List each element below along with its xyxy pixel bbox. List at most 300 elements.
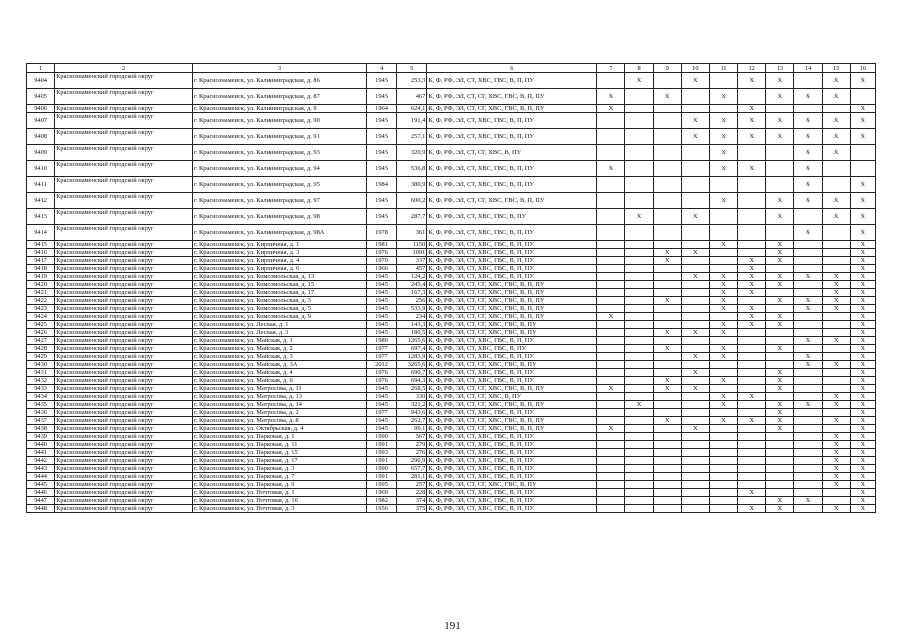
mark-cell-col-14 <box>794 457 822 465</box>
table-row <box>27 313 876 321</box>
mark-cell-col-16: X <box>850 305 875 313</box>
mark-cell-col-11: X <box>709 289 737 297</box>
mark-cell-col-7 <box>597 361 625 369</box>
mark-cell-col-16: X <box>850 273 875 281</box>
mark-cell-col-8 <box>625 321 653 329</box>
mark-cell-col-11: X <box>709 161 737 177</box>
works-cell: К, Ф, РФ, ЭЛ, СТ, СГ, ХВС, ГВС, В, ПУ <box>427 321 597 329</box>
mark-cell-col-10: X <box>681 129 709 145</box>
address-cell: г. Краснознаменск, ул. Кирпичная, д. 6 <box>192 265 366 273</box>
mark-cell-col-16: X <box>850 505 875 513</box>
mark-cell-col-13 <box>766 225 794 241</box>
mark-cell-col-7 <box>597 417 625 425</box>
mark-cell-col-10 <box>681 409 709 417</box>
mark-cell-col-14 <box>794 257 822 265</box>
address-cell: г. Краснознаменск, ул. Калининградская, д. 90 <box>192 113 366 129</box>
mark-cell-col-15: X <box>822 433 850 441</box>
mark-cell-col-12 <box>738 441 766 449</box>
mark-cell-col-10 <box>681 345 709 353</box>
mark-cell-col-7 <box>597 449 625 457</box>
column-header-11: 11 <box>709 64 737 73</box>
mark-cell-col-11 <box>709 449 737 457</box>
mark-cell-col-11 <box>709 209 737 225</box>
mark-cell-col-7 <box>597 225 625 241</box>
table-row <box>27 401 876 409</box>
mark-cell-col-9 <box>653 321 681 329</box>
mark-cell-col-9 <box>653 409 681 417</box>
mark-cell-col-11 <box>709 177 737 193</box>
column-header-3: 3 <box>192 64 366 73</box>
mark-cell-col-15 <box>822 369 850 377</box>
year-cell: 1991 <box>366 473 396 481</box>
column-header-6: 6 <box>427 64 597 73</box>
year-cell: 1945 <box>366 385 396 393</box>
mark-cell-col-13: X <box>766 345 794 353</box>
mark-cell-col-12 <box>738 337 766 345</box>
year-cell: 1995 <box>366 481 396 489</box>
year-cell: 1945 <box>366 281 396 289</box>
table-row <box>27 425 876 433</box>
row-number: 9437 <box>27 417 55 425</box>
mark-cell-col-12 <box>738 361 766 369</box>
area-cell: 600,2 <box>397 193 427 209</box>
works-cell: К, Ф, РФ, ЭЛ, СТ, ХВС, ГВС, В, П, ПУ <box>427 465 597 473</box>
column-header-4: 4 <box>366 64 396 73</box>
mark-cell-col-10: X <box>681 273 709 281</box>
mark-cell-col-15 <box>822 257 850 265</box>
works-cell: К, Ф, РФ, ЭЛ, СТ, ХВС, ГВС, В, П, ПУ <box>427 249 597 257</box>
row-number: 9426 <box>27 329 55 337</box>
mark-cell-col-7 <box>597 441 625 449</box>
mark-cell-col-16: X <box>850 449 875 457</box>
mark-cell-col-14: X <box>794 305 822 313</box>
mark-cell-col-13 <box>766 305 794 313</box>
mark-cell-col-15 <box>822 225 850 241</box>
table-row <box>27 145 876 161</box>
mark-cell-col-12 <box>738 497 766 505</box>
works-cell: К, Ф, РФ, ЭЛ, СТ, СГ, ХВС, ГВС, В, П, ПУ <box>427 105 597 113</box>
area-cell: 3265,6 <box>397 361 427 369</box>
district-cell: Краснознаменский городской округ <box>55 457 193 465</box>
year-cell: 1945 <box>366 273 396 281</box>
table-row <box>27 209 876 225</box>
works-cell: К, Ф, РФ, ЭЛ, СТ, СГ, ХВС, ГВС, В, П, ПУ <box>427 289 597 297</box>
works-cell: К, Ф, РФ, ЭЛ, СТ, ХВС, ГВС, В, П, ПУ <box>427 337 597 345</box>
area-cell: 467 <box>397 89 427 105</box>
mark-cell-col-9: X <box>653 249 681 257</box>
mark-cell-col-9 <box>653 505 681 513</box>
district-cell: Краснознаменский городской округ <box>55 161 193 177</box>
mark-cell-col-9 <box>653 489 681 497</box>
row-number: 9407 <box>27 113 55 129</box>
mark-cell-col-14 <box>794 433 822 441</box>
mark-cell-col-14: X <box>794 161 822 177</box>
table-row <box>27 177 876 193</box>
area-cell: 228 <box>397 489 427 497</box>
district-cell: Краснознаменский городской округ <box>55 369 193 377</box>
mark-cell-col-15 <box>822 329 850 337</box>
district-cell: Краснознаменский городской округ <box>55 193 193 209</box>
works-cell: К, Ф, РФ, ЭЛ, СТ, ХВС, ГВС, В, П, ПУ <box>427 225 597 241</box>
table-row <box>27 89 876 105</box>
mark-cell-col-12: X <box>738 129 766 145</box>
mark-cell-col-11: X <box>709 305 737 313</box>
row-number: 9408 <box>27 129 55 145</box>
year-cell: 1991 <box>366 441 396 449</box>
address-cell: г. Краснознаменск, ул. Лесная, д. 1 <box>192 321 366 329</box>
mark-cell-col-16: X <box>850 345 875 353</box>
row-number: 9420 <box>27 281 55 289</box>
mark-cell-col-11: X <box>709 273 737 281</box>
mark-cell-col-11 <box>709 433 737 441</box>
mark-cell-col-12 <box>738 457 766 465</box>
area-cell: 124,2 <box>397 273 427 281</box>
mark-cell-col-14: X <box>794 361 822 369</box>
table-row <box>27 329 876 337</box>
mark-cell-col-8 <box>625 177 653 193</box>
mark-cell-col-13: X <box>766 129 794 145</box>
mark-cell-col-8 <box>625 377 653 385</box>
mark-cell-col-12 <box>738 177 766 193</box>
mark-cell-col-13 <box>766 105 794 113</box>
mark-cell-col-8: X <box>625 401 653 409</box>
area-cell: 287,7 <box>397 209 427 225</box>
year-cell: 1990 <box>366 465 396 473</box>
mark-cell-col-8 <box>625 273 653 281</box>
mark-cell-col-11 <box>709 465 737 473</box>
mark-cell-col-8 <box>625 425 653 433</box>
mark-cell-col-13: X <box>766 193 794 209</box>
district-cell: Краснознаменский городской округ <box>55 361 193 369</box>
address-cell: г. Краснознаменск, ул. Комсомольская, д. 9 <box>192 313 366 321</box>
mark-cell-col-8 <box>625 489 653 497</box>
mark-cell-col-16: X <box>850 417 875 425</box>
mark-cell-col-10 <box>681 257 709 265</box>
district-cell: Краснознаменский городской округ <box>55 505 193 513</box>
year-cell: 1945 <box>366 321 396 329</box>
mark-cell-col-8 <box>625 89 653 105</box>
mark-cell-col-9 <box>653 481 681 489</box>
year-cell: 1945 <box>366 305 396 313</box>
mark-cell-col-15 <box>822 105 850 113</box>
mark-cell-col-9 <box>653 457 681 465</box>
mark-cell-col-15: X <box>822 337 850 345</box>
row-number: 9431 <box>27 369 55 377</box>
year-cell: 1945 <box>366 393 396 401</box>
table-row <box>27 305 876 313</box>
mark-cell-col-11: X <box>709 297 737 305</box>
column-header-5: 5 <box>397 64 427 73</box>
year-cell: 1945 <box>366 113 396 129</box>
mark-cell-col-12: X <box>738 105 766 113</box>
mark-cell-col-14 <box>794 385 822 393</box>
mark-cell-col-15 <box>822 321 850 329</box>
mark-cell-col-16: X <box>850 177 875 193</box>
mark-cell-col-13: X <box>766 377 794 385</box>
year-cell: 1964 <box>366 105 396 113</box>
district-cell: Краснознаменский городской округ <box>55 465 193 473</box>
area-cell: 256 <box>397 297 427 305</box>
mark-cell-col-16: X <box>850 249 875 257</box>
address-cell: г. Краснознаменск, ул. Калининградская, д. 93 <box>192 145 366 161</box>
year-cell: 2012 <box>366 361 396 369</box>
mark-cell-col-16 <box>850 161 875 177</box>
mark-cell-col-13: X <box>766 385 794 393</box>
table-row <box>27 337 876 345</box>
mark-cell-col-16: X <box>850 465 875 473</box>
row-number: 9416 <box>27 249 55 257</box>
mark-cell-col-14 <box>794 505 822 513</box>
address-cell: г. Краснознаменск, ул. Комсомольская, д. 17 <box>192 289 366 297</box>
table-row <box>27 73 876 89</box>
year-cell: 1945 <box>366 289 396 297</box>
mark-cell-col-12 <box>738 241 766 249</box>
mark-cell-col-13: X <box>766 273 794 281</box>
mark-cell-col-15 <box>822 161 850 177</box>
district-cell: Краснознаменский городской округ <box>55 353 193 361</box>
mark-cell-col-13: X <box>766 321 794 329</box>
mark-cell-col-13 <box>766 393 794 401</box>
mark-cell-col-15: X <box>822 417 850 425</box>
mark-cell-col-11 <box>709 473 737 481</box>
row-number: 9405 <box>27 89 55 105</box>
column-header-8: 8 <box>625 64 653 73</box>
mark-cell-col-9 <box>653 337 681 345</box>
mark-cell-col-11: X <box>709 129 737 145</box>
address-cell: г. Краснознаменск, ул. Парковая, д. 11 <box>192 441 366 449</box>
address-cell: г. Краснознаменск, ул. Майская, д. 4 <box>192 369 366 377</box>
mark-cell-col-11: X <box>709 145 737 161</box>
mark-cell-col-8 <box>625 337 653 345</box>
row-number: 9425 <box>27 321 55 329</box>
row-number: 9410 <box>27 161 55 177</box>
works-cell: К, Ф, РФ, ЭЛ, СТ, ХВС, ГВС, В, П, ПУ <box>427 457 597 465</box>
mark-cell-col-12 <box>738 449 766 457</box>
mark-cell-col-10: X <box>681 353 709 361</box>
mark-cell-col-13 <box>766 289 794 297</box>
mark-cell-col-7 <box>597 321 625 329</box>
row-number: 9417 <box>27 257 55 265</box>
table-row <box>27 265 876 273</box>
mark-cell-col-9 <box>653 241 681 249</box>
table-row <box>27 417 876 425</box>
row-number: 9436 <box>27 409 55 417</box>
table-row <box>27 473 876 481</box>
district-cell: Краснознаменский городской округ <box>55 337 193 345</box>
mark-cell-col-9 <box>653 353 681 361</box>
mark-cell-col-10 <box>681 497 709 505</box>
mark-cell-col-7 <box>597 177 625 193</box>
mark-cell-col-9 <box>653 441 681 449</box>
mark-cell-col-8 <box>625 241 653 249</box>
year-cell: 1945 <box>366 313 396 321</box>
mark-cell-col-11: X <box>709 393 737 401</box>
mark-cell-col-13: X <box>766 297 794 305</box>
mark-cell-col-9 <box>653 401 681 409</box>
mark-cell-col-7: X <box>597 105 625 113</box>
mark-cell-col-10 <box>681 193 709 209</box>
area-cell: 375 <box>397 505 427 513</box>
mark-cell-col-9: X <box>653 329 681 337</box>
mark-cell-col-13 <box>766 145 794 161</box>
mark-cell-col-7 <box>597 401 625 409</box>
mark-cell-col-14 <box>794 329 822 337</box>
mark-cell-col-15 <box>822 265 850 273</box>
works-cell: К, Ф, РФ, ЭЛ, СТ, СГ, ХВС, ГВС, В, П, ПУ <box>427 401 597 409</box>
mark-cell-col-13: X <box>766 409 794 417</box>
row-number: 9429 <box>27 353 55 361</box>
row-number: 9432 <box>27 377 55 385</box>
mark-cell-col-14 <box>794 321 822 329</box>
mark-cell-col-11 <box>709 497 737 505</box>
mark-cell-col-14: X <box>794 89 822 105</box>
mark-cell-col-8 <box>625 305 653 313</box>
table-row <box>27 113 876 129</box>
mark-cell-col-8 <box>625 497 653 505</box>
mark-cell-col-11: X <box>709 401 737 409</box>
mark-cell-col-13 <box>766 177 794 193</box>
mark-cell-col-9 <box>653 73 681 89</box>
mark-cell-col-16: X <box>850 281 875 289</box>
mark-cell-col-7 <box>597 249 625 257</box>
works-cell: К, Ф, РФ, ЭЛ, СТ, СГ, ХВС, В, ПУ <box>427 393 597 401</box>
mark-cell-col-8 <box>625 481 653 489</box>
district-cell: Краснознаменский городской округ <box>55 433 193 441</box>
row-number: 9434 <box>27 393 55 401</box>
mark-cell-col-12 <box>738 369 766 377</box>
column-header-14: 14 <box>794 64 822 73</box>
area-cell: 290,9 <box>397 457 427 465</box>
table-row <box>27 353 876 361</box>
row-number: 9412 <box>27 193 55 209</box>
mark-cell-col-7 <box>597 337 625 345</box>
mark-cell-col-14 <box>794 241 822 249</box>
mark-cell-col-15 <box>822 409 850 417</box>
address-cell: г. Краснознаменск, ул. Матросова, д. 11 <box>192 385 366 393</box>
mark-cell-col-8 <box>625 329 653 337</box>
mark-cell-col-11 <box>709 257 737 265</box>
mark-cell-col-15 <box>822 377 850 385</box>
mark-cell-col-11 <box>709 481 737 489</box>
year-cell: 1981 <box>366 241 396 249</box>
works-cell: К, Ф, РФ, ЭЛ, СТ, СГ, ХВС, ГВС, В, П, ПУ <box>427 313 597 321</box>
mark-cell-col-8 <box>625 113 653 129</box>
mark-cell-col-16: X <box>850 313 875 321</box>
district-cell: Краснознаменский городской округ <box>55 249 193 257</box>
mark-cell-col-13: X <box>766 249 794 257</box>
area-cell: 191,4 <box>397 113 427 129</box>
district-cell: Краснознаменский городской округ <box>55 73 193 89</box>
district-cell: Краснознаменский городской округ <box>55 289 193 297</box>
address-cell: г. Краснознаменск, ул. Калининградская, д. 86 <box>192 73 366 89</box>
mark-cell-col-13 <box>766 361 794 369</box>
mark-cell-col-12: X <box>738 73 766 89</box>
mark-cell-col-16: X <box>850 457 875 465</box>
address-cell: г. Краснознаменск, ул. Майская, д. 6 <box>192 377 366 385</box>
mark-cell-col-13 <box>766 481 794 489</box>
mark-cell-col-10 <box>681 401 709 409</box>
mark-cell-col-14 <box>794 265 822 273</box>
mark-cell-col-12 <box>738 297 766 305</box>
mark-cell-col-15 <box>822 385 850 393</box>
mark-cell-col-13: X <box>766 401 794 409</box>
mark-cell-col-14: X <box>794 273 822 281</box>
mark-cell-col-16: X <box>850 129 875 145</box>
year-cell: 1990 <box>366 433 396 441</box>
mark-cell-col-11 <box>709 225 737 241</box>
column-header-2: 2 <box>55 64 193 73</box>
mark-cell-col-8 <box>625 265 653 273</box>
mark-cell-col-8: X <box>625 209 653 225</box>
mark-cell-col-12: X <box>738 393 766 401</box>
mark-cell-col-7 <box>597 329 625 337</box>
registry-table-container <box>26 63 876 513</box>
mark-cell-col-10 <box>681 489 709 497</box>
mark-cell-col-16: X <box>850 401 875 409</box>
table-row <box>27 129 876 145</box>
mark-cell-col-10 <box>681 145 709 161</box>
works-cell: К, Ф, РФ, ЭЛ, СТ, ХВС, ГВС, В, П, ПУ <box>427 473 597 481</box>
mark-cell-col-12: X <box>738 281 766 289</box>
mark-cell-col-16: X <box>850 361 875 369</box>
mark-cell-col-9 <box>653 113 681 129</box>
address-cell: г. Краснознаменск, ул. Комсомольская, д. 15 <box>192 281 366 289</box>
mark-cell-col-14 <box>794 473 822 481</box>
area-cell: 99,1 <box>397 425 427 433</box>
mark-cell-col-10 <box>681 393 709 401</box>
row-number: 9414 <box>27 225 55 241</box>
area-cell: 697,4 <box>397 345 427 353</box>
mark-cell-col-16: X <box>850 105 875 113</box>
mark-cell-col-9 <box>653 361 681 369</box>
column-header-15: 15 <box>822 64 850 73</box>
address-cell: г. Краснознаменск, ул. Октябрьская, д. 4 <box>192 425 366 433</box>
row-number: 9438 <box>27 425 55 433</box>
mark-cell-col-8 <box>625 161 653 177</box>
table-row <box>27 481 876 489</box>
mark-cell-col-10 <box>681 289 709 297</box>
mark-cell-col-12 <box>738 145 766 161</box>
mark-cell-col-11 <box>709 361 737 369</box>
mark-cell-col-10 <box>681 305 709 313</box>
table-row <box>27 449 876 457</box>
address-cell: г. Краснознаменск, ул. Майская, д. 3А <box>192 361 366 369</box>
district-cell: Краснознаменский городской округ <box>55 129 193 145</box>
district-cell: Краснознаменский городской округ <box>55 209 193 225</box>
mark-cell-col-9 <box>653 273 681 281</box>
district-cell: Краснознаменский городской округ <box>55 489 193 497</box>
mark-cell-col-16: X <box>850 481 875 489</box>
table-row <box>27 193 876 209</box>
mark-cell-col-14: X <box>794 337 822 345</box>
works-cell: К, Ф, РФ, ЭЛ, СТ, ХВС, ГВС, В, ПУ <box>427 345 597 353</box>
district-cell: Краснознаменский городской округ <box>55 497 193 505</box>
mark-cell-col-10 <box>681 89 709 105</box>
district-cell: Краснознаменский городской округ <box>55 305 193 313</box>
mark-cell-col-11: X <box>709 113 737 129</box>
mark-cell-col-15: X <box>822 465 850 473</box>
row-number: 9433 <box>27 385 55 393</box>
mark-cell-col-11: X <box>709 417 737 425</box>
area-cell: 1265,6 <box>397 337 427 345</box>
mark-cell-col-12 <box>738 465 766 473</box>
district-cell: Краснознаменский городской округ <box>55 177 193 193</box>
area-cell: 943,6 <box>397 409 427 417</box>
address-cell: г. Краснознаменск, ул. Калининградская, д. 98 <box>192 209 366 225</box>
mark-cell-col-7 <box>597 353 625 361</box>
table-row <box>27 281 876 289</box>
area-cell: 268,5 <box>397 385 427 393</box>
